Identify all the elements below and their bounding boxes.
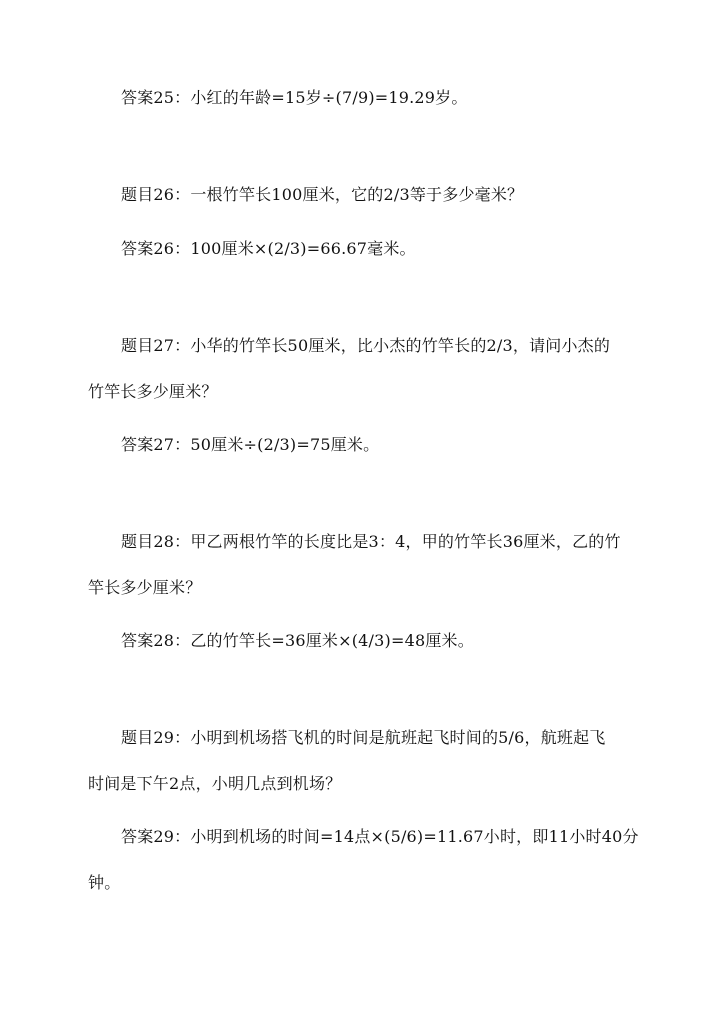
answer-29-line-2: 钟。 xyxy=(88,873,121,892)
question-27-line-1: 题目27：小华的竹竿长50厘米，比小杰的竹竿长的2/3，请问小杰的 xyxy=(121,336,611,355)
answer-27: 答案27：50厘米÷(2/3)=75厘米。 xyxy=(121,435,380,454)
question-28-line-2: 竿长多少厘米？ xyxy=(88,578,202,597)
question-28-line-1: 题目28：甲乙两根竹竿的长度比是3：4，甲的竹竿长36厘米，乙的竹 xyxy=(121,532,621,551)
answer-29-line-1: 答案29：小明到机场的时间=14点×(5/6)=11.67小时，即11小时40分 xyxy=(121,827,639,846)
question-29-line-2: 时间是下午2点，小明几点到机场？ xyxy=(88,774,342,793)
question-27-line-2: 竹竿长多少厘米？ xyxy=(88,382,218,401)
answer-25: 答案25：小红的年龄=15岁÷(7/9)=19.29岁。 xyxy=(121,88,468,107)
question-26: 题目26：一根竹竿长100厘米，它的2/3等于多少毫米？ xyxy=(121,185,524,204)
answer-26: 答案26：100厘米×(2/3)=66.67毫米。 xyxy=(121,239,416,258)
answer-28: 答案28：乙的竹竿长=36厘米×(4/3)=48厘米。 xyxy=(121,631,474,650)
question-29-line-1: 题目29：小明到机场搭飞机的时间是航班起飞时间的5/6，航班起飞 xyxy=(121,728,606,747)
